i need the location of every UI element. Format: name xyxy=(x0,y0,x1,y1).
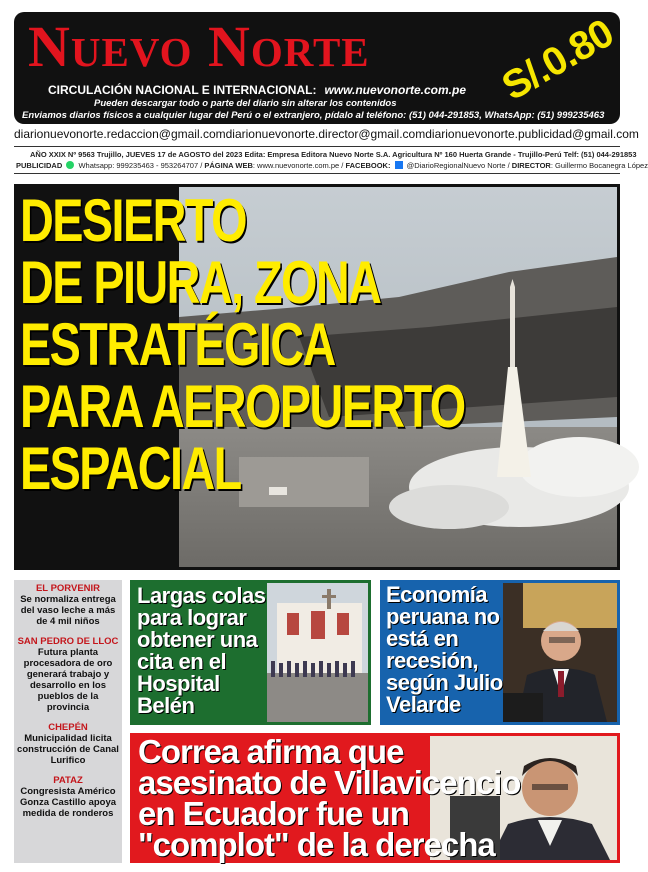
sidebar-location: SAN PEDRO DE LLOC xyxy=(17,636,119,647)
sidebar-location: CHEPÉN xyxy=(48,722,88,733)
headline-line: Correa afirma que xyxy=(138,733,404,770)
headline-line: ESTRATÉGICA xyxy=(20,311,335,378)
pagina-label: PÁGINA WEB xyxy=(204,161,253,170)
website-link[interactable]: www.nuevonorte.com.pe xyxy=(324,83,467,97)
email-strip xyxy=(14,127,639,143)
story-hospital-belen[interactable] xyxy=(130,580,371,725)
price-tag: S/.0.80 xyxy=(495,11,621,110)
circulation-line xyxy=(48,83,466,97)
edition-info: AÑO XXIX Nº 9563 Trujillo, JUEVES 17 de AGOSTO del 2023 Edita: Empresa Editora Nuevo Norte S.A. Agricultura Nº 160 Huerta Grande - Trujillo-Perú Telf: (51) 044-291853 xyxy=(30,150,637,159)
divider xyxy=(14,173,620,174)
facebook-icon xyxy=(395,161,403,169)
news-sidebar xyxy=(14,580,122,863)
email-director[interactable]: diarionuevonorte.director@gmail.com xyxy=(225,127,426,141)
sidebar-item-san-pedro[interactable] xyxy=(16,636,120,713)
sidebar-headline: Congresista Américo Gonza Castillo apoya medida de ronderos xyxy=(19,786,117,819)
lead-story[interactable] xyxy=(14,184,620,570)
lead-headline xyxy=(20,187,465,502)
julio-velarde-photo xyxy=(503,583,617,722)
facebook-handle[interactable]: @DiarioRegionalNuevo Norte / xyxy=(406,161,510,170)
sidebar-location: PATAZ xyxy=(53,775,83,786)
pagina-web[interactable]: : www.nuevonorte.com.pe / xyxy=(252,161,344,170)
headline-line: DE PIURA, ZONA xyxy=(20,249,381,316)
headline-line: asesinato de Villavicencio xyxy=(138,764,521,801)
director-label: DIRECTOR xyxy=(511,161,551,170)
sidebar-headline: Futura planta procesadora de oro generará trabajo y desarrollo en los pueblos de la provincia xyxy=(23,647,113,713)
sidebar-item-pataz[interactable] xyxy=(16,775,120,819)
sidebar-headline: Municipalidad licita construcción de Canal Lurifico xyxy=(17,733,119,766)
headline-line: PARA AEROPUERTO xyxy=(20,373,465,440)
contact-info xyxy=(16,161,648,170)
facebook-label: FACEBOOK: xyxy=(345,161,391,170)
divider xyxy=(14,146,620,147)
story-correa[interactable] xyxy=(130,733,620,863)
whatsapp-icon xyxy=(66,161,74,169)
story-economia-peruana[interactable] xyxy=(380,580,620,725)
shipping-note: Enviamos diarios físicos a cualquier lugar del Perú o el extranjero, pídalo al teléfono: (51) 044-291853, WhatsApp: (51) 999235463 xyxy=(22,110,605,121)
headline-line: "complot" de la derecha xyxy=(138,826,495,863)
sidebar-location: EL PORVENIR xyxy=(35,583,101,594)
publicidad-label: PUBLICIDAD xyxy=(16,161,63,170)
headline-line: DESIERTO xyxy=(20,187,246,254)
director-name: : Guillermo Bocanegra López xyxy=(550,161,648,170)
hospital-queue-photo xyxy=(267,583,368,722)
email-publicidad[interactable]: diarionuevonorte.publicidad@gmail.com xyxy=(425,127,639,141)
masthead xyxy=(14,12,620,124)
story-headline: Economía peruana no está en recesión, según Julio Velarde xyxy=(386,582,503,717)
email-redaccion[interactable]: diarionuevonorte.redaccion@gmail.com xyxy=(14,127,226,141)
newspaper-logo: Nuevo Norte xyxy=(28,14,370,79)
whatsapp-numbers: Whatsapp: 999235463 - 953264707 / xyxy=(78,161,203,170)
sidebar-headline: Se normaliza entrega del vaso leche a más de 4 mil niños xyxy=(20,594,116,627)
sidebar-item-el-porvenir[interactable] xyxy=(16,583,120,627)
headline-line: en Ecuador fue un xyxy=(138,795,409,832)
download-note: Pueden descargar todo o parte del diario sin alterar los contenidos xyxy=(94,98,397,109)
headline-line: ESPACIAL xyxy=(20,435,241,502)
circulation-label: CIRCULACIÓN NACIONAL E INTERNACIONAL: xyxy=(48,83,317,97)
story-headline xyxy=(138,733,521,863)
sidebar-item-chepen[interactable] xyxy=(16,722,120,766)
story-headline: Largas colas para lograr obtener una cita en el Hospital Belén xyxy=(137,583,266,718)
